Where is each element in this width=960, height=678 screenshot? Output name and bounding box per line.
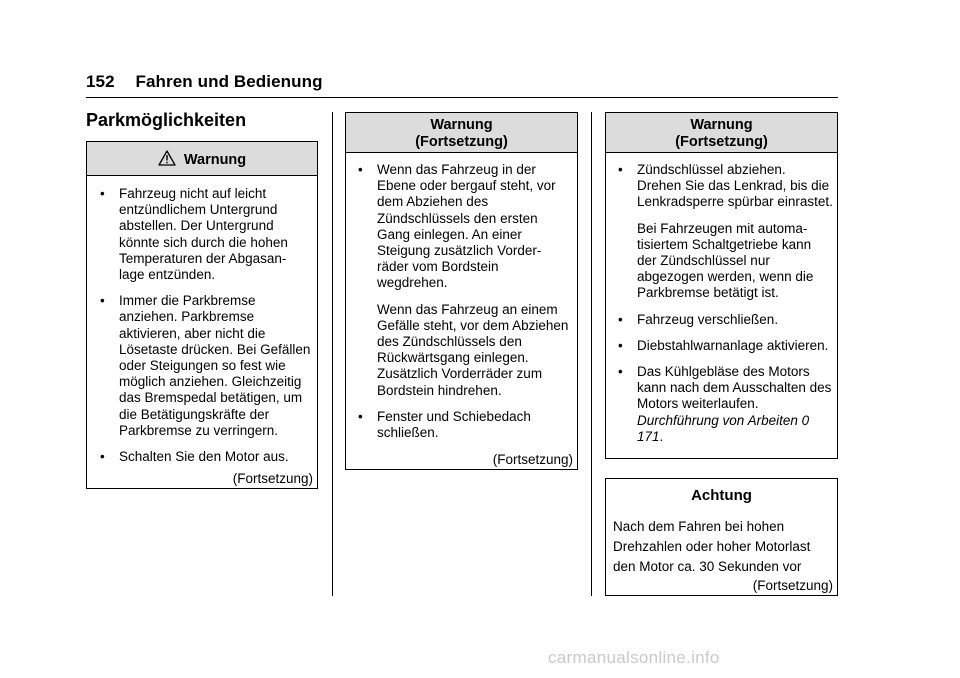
- warning-box-2-title: Warnung: [430, 117, 493, 133]
- list-item: • Diebstahlwarnanlage aktivieren.: [618, 337, 829, 353]
- caution-box-title: Achtung: [691, 487, 752, 504]
- caution-text-line: Drehzahlen oder hoher Motorlast: [613, 539, 811, 554]
- warning-box-2: [345, 112, 578, 470]
- warning-box-2-subtitle: (Fortsetzung): [415, 134, 508, 150]
- list-item: • Das Kühlgebläse des Motors kann nach dem Ausschalten des Motors weiterlaufen. Durchführung von Arbeiten 0 171.: [618, 364, 832, 444]
- page-header: [86, 72, 323, 92]
- warning-box-3-subtitle: (Fortsetzung): [675, 134, 768, 150]
- list-item: • Zündschlüssel abziehen. Drehen Sie das Lenkrad, bis die Lenkradsperre spürbar einrastet.: [618, 162, 833, 210]
- caution-text-line: Nach dem Fahren bei hohen: [613, 519, 785, 534]
- header-rule: [86, 97, 838, 98]
- warning-triangle-icon: [158, 150, 176, 171]
- column-divider-left: [332, 112, 333, 596]
- list-item: • Wenn das Fahrzeug in der Ebene oder bergauf steht, vor dem Abziehen des Zündschlüssels den ersten Gang einlegen. An einer Steigung zusätzlich Vorder-räder vom Bordstein wegdrehen.: [358, 162, 556, 291]
- warning-box-1-title: Warnung: [183, 152, 247, 168]
- list-item: • Schalten Sie den Motor aus.: [100, 449, 289, 465]
- section-title: Parkmöglichkeiten: [86, 110, 247, 130]
- caution-text-line: den Motor ca. 30 Sekunden vor: [613, 559, 802, 574]
- warning-box-3-header: [606, 113, 837, 153]
- page-reference-icon: 0: [801, 412, 810, 428]
- warning-box-3-body: [606, 153, 837, 445]
- warning-box-2-header: [346, 113, 577, 153]
- warning-box-1-header: [87, 142, 317, 176]
- watermark: carmanualsonline.info: [548, 648, 720, 667]
- continuation-label: (Fortsetzung): [492, 452, 573, 467]
- page-number: 152: [86, 72, 115, 91]
- warning-box-3-title: Warnung: [690, 117, 753, 133]
- list-item-note: Wenn das Fahrzeug an einem Gefälle steht, vor dem Abziehen des Zündschlüssels den Rückwärtsgang einlegen. Zusätzlich Vorderräder zum Bordstein hindrehen.: [377, 301, 569, 398]
- list-item: • Immer die Parkbremse anziehen. Parkbremse aktivieren, aber nicht die Lösetaste drücken. Bei Gefällen oder Steigungen so fest wie möglich anziehen. Gleichzeitig das Bremspedal betätigen, um die Betätigungskräfte der Parkbremse zu verringern.: [100, 293, 311, 438]
- continuation-label: (Fortsetzung): [232, 471, 313, 486]
- caution-box-header: [606, 479, 837, 513]
- page-reference-number[interactable]: 171: [637, 428, 660, 444]
- column-divider-right: [591, 112, 592, 596]
- warning-box-2-body: [346, 153, 577, 441]
- list-item: • Fahrzeug verschließen.: [618, 311, 779, 327]
- warning-box-1: [86, 141, 318, 489]
- list-item: • Fenster und Schiebedach schließen.: [358, 408, 531, 441]
- list-item-note: Bei Fahrzeugen mit automa-tisiertem Schaltgetriebe kann der Zündschlüssel nur abgezogen werden, wenn die Parkbremse betätigt ist.: [637, 220, 814, 301]
- caution-box: [605, 478, 838, 596]
- cross-reference-link[interactable]: Durchführung von Arbeiten: [637, 412, 798, 428]
- list-item: • Fahrzeug nicht auf leicht entzündlichem Untergrund abstellen. Der Untergrund könnte sich durch die hohen Temperaturen der Abgasan-lage entzünden.: [100, 186, 288, 283]
- chapter-title: Fahren und Bedienung: [135, 72, 323, 91]
- warning-box-3: [605, 112, 838, 459]
- warning-box-1-body: [87, 176, 317, 465]
- caution-box-body: [606, 513, 837, 575]
- continuation-label: (Fortsetzung): [752, 578, 833, 593]
